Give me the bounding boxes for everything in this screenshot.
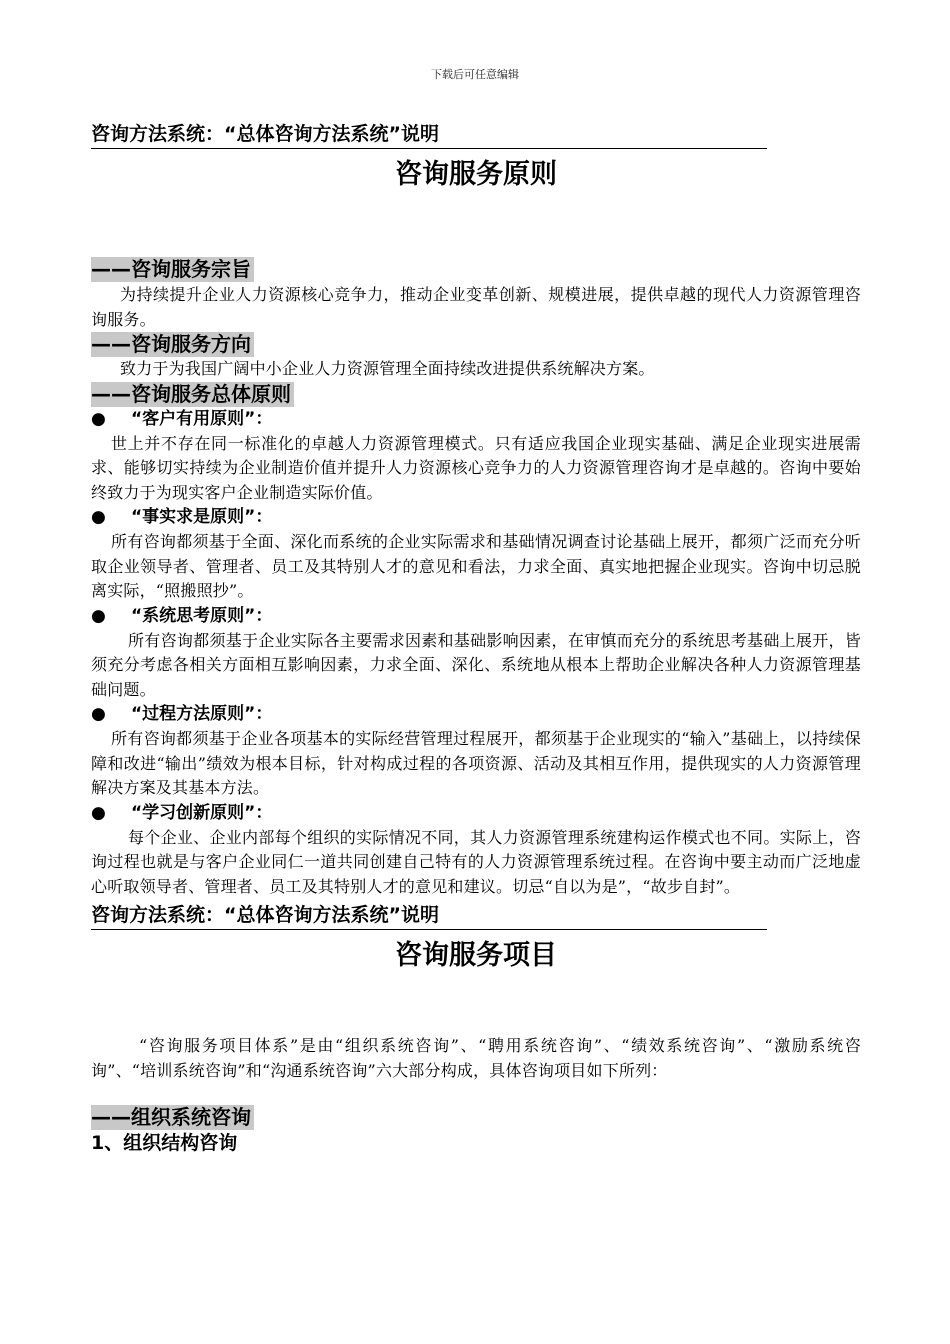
principle-paragraph: 所有咨询都须基于企业各项基本的实际经营管理过程展开，都须基于企业现实的“输入”基础上，以持续保障和改进“输出”绩效为根本目标，针对构成过程的各项资源、活动及其相互作用，提供现实的人力资源管理解决方案及其基本方法。 [91, 729, 861, 797]
bullet-dot-icon: ● [91, 507, 106, 527]
principle-item [91, 604, 861, 629]
section-direction [91, 332, 861, 357]
principle-item [91, 505, 861, 530]
section-org-consulting [91, 1105, 861, 1130]
principle-paragraph: 所有咨询都须基于全面、深化而系统的企业实际需求和基础情况调查讨论基础上展开，都须广泛而充分听取企业领导者、管理者、员工及其特别人才的意见和看法，力求全面、真实地把握企业现实。咨询中切忌脱离实际，“照搬照抄”。 [91, 532, 861, 600]
principle-title: “学习创新原则”： [131, 802, 273, 823]
subsection-heading: 1、组织结构咨询 [91, 1132, 238, 1154]
principle-paragraph: 每个企业、企业内部每个组织的实际情况不同，其人力资源管理系统建构运作模式也不同。实际上，咨询过程也就是与客户企业同仁一道共同创建自己特有的人力资源管理系统过程。在咨询中要主动而广泛地虚心听取领导者、管理者、员工及其特别人才的意见和建议。切忌“自以为是”，“故步自封”。 [91, 827, 861, 896]
bullet-dot-icon: ● [91, 605, 106, 626]
spacer [91, 978, 861, 1034]
bullet-dot-icon: ● [91, 704, 106, 724]
principle-title: “过程方法原则”： [131, 704, 273, 724]
page-title: 咨询服务项目 [395, 940, 557, 971]
section-heading-org-consulting: ——组织系统咨询 [91, 1105, 254, 1130]
bullet-dot-icon: ● [91, 408, 106, 429]
services-intro-paragraph: “咨询服务项目体系”是由“组织系统咨询”、“聘用系统咨询”、“绩效系统咨询”、“激励系统咨询”、“培训系统咨询”和“沟通系统咨询”六大部分构成，具体咨询项目如下所列： [91, 1036, 861, 1080]
section-heading-purpose: ——咨询服务宗旨 [91, 257, 254, 282]
document-content [91, 120, 861, 1156]
principle-title: “客户有用原则”： [131, 408, 273, 429]
spacer [91, 197, 861, 257]
principle-paragraph: 所有咨询都须基于企业实际各主要需求因素和基础影响因素，在审慎而充分的系统思考基础上展开，皆须充分考虑各相关方面相互影响因素，力求全面、深化、系统地从根本上帮助企业解决各种人力资源管理基础问题。 [91, 630, 861, 699]
bullet-dot-icon: ● [91, 802, 106, 823]
principle-item [91, 702, 861, 727]
spacer [91, 1083, 861, 1105]
doc-system-line: 咨询方法系统：“总体咨询方法系统”说明 [91, 901, 767, 930]
principle-item [91, 407, 861, 432]
principle-item [91, 801, 861, 826]
purpose-paragraph: 为持续提升企业人力资源核心竞争力，推动企业变革创新、规模进展，提供卓越的现代人力资源管理咨询服务。 [91, 285, 861, 329]
principle-title: “事实求是原则”： [131, 507, 273, 527]
doc-system-line: 咨询方法系统：“总体咨询方法系统”说明 [91, 120, 767, 149]
principle-title: “系统思考原则”： [131, 605, 273, 626]
direction-paragraph: 致力于为我国广阔中小企业人力资源管理全面持续改进提供系统解决方案。 [120, 359, 655, 378]
section-principles [91, 382, 861, 407]
section-purpose [91, 257, 861, 282]
header-note: 下载后可任意编辑 [431, 68, 519, 81]
section-heading-principles: ——咨询服务总体原则 [91, 382, 294, 407]
section-heading-direction: ——咨询服务方向 [91, 332, 254, 357]
page-title: 咨询服务原则 [395, 159, 557, 190]
principle-paragraph: 世上并不存在同一标准化的卓越人力资源管理模式。只有适应我国企业现实基础、满足企业现实进展需求、能够切实持续为企业制造价值并提升人力资源核心竞争力的人力资源管理咨询才是卓越的。咨询中要始终致力于为现实客户企业制造实际价值。 [91, 433, 861, 502]
